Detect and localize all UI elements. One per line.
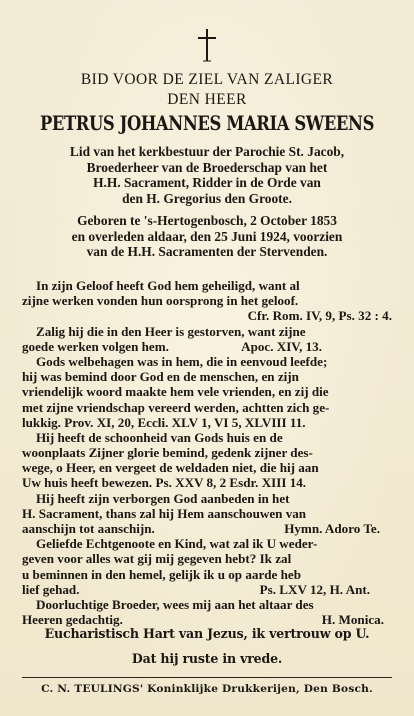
verse-line: lukkig. Prov. XI, 20, Eccli. XLV 1, VI 5, XLVIII 11. — [22, 414, 306, 430]
verse-line: wege, o Heer, en vergeet de weldaden niet, die hij aan — [22, 460, 319, 476]
divider — [22, 677, 392, 678]
verse-line: In zijn Geloof heeft God hem geheiligd, want al — [36, 278, 300, 293]
life-dates-block — [0, 213, 414, 260]
verse-line: H. Sacrament, thans zal hij Hem aanschouwen van — [22, 505, 307, 521]
verse-line-with-ref — [22, 521, 392, 536]
title-line: Broederheer van de Broederschap van het — [86, 159, 328, 175]
verse-text: lief gehad. — [22, 581, 80, 597]
verse-line: geven voor alles wat gij mij gegeven hebt? Ik zal — [22, 551, 292, 567]
heading-line-1: BID VOOR DE ZIEL VAN ZALIGER — [80, 71, 334, 88]
verse-line: Zalig hij die in den Heer is gestorven, want zijne — [36, 323, 306, 339]
verse-line: zijne werken vonden hun oorsprong in het geloof. — [22, 293, 299, 309]
verse-line: Geliefde Echtgenoote en Kind, wat zal ik U weder- — [36, 536, 318, 552]
verse-line: met zijne vriendschap vereerd werden, achtten zich ge- — [22, 399, 330, 415]
verses-block — [22, 278, 392, 627]
verse-reference: H. Monica. — [321, 612, 384, 628]
verse-line-with-ref — [22, 339, 392, 354]
life-line: van de H.H. Sacramenten der Stervenden. — [86, 244, 328, 260]
verse-line: Doorluchtige Broeder, wees mij aan het altaar des — [36, 596, 314, 612]
verse-reference: Apoc. XIV, 13. — [241, 338, 322, 354]
verse-reference: Cfr. Rom. IV, 9, Ps. 32 : 4. — [247, 308, 392, 324]
verse-line: hij was bemind door God en de menschen, en zijn — [22, 369, 299, 385]
heading-line-2: DEN HEER — [167, 91, 247, 108]
deceased-name: PETRUS JOHANNES MARIA SWEENS — [39, 111, 375, 135]
titles-block — [0, 144, 414, 206]
printer-credit: C. N. TEULINGS' Koninklijke Drukkerijen, Den Bosch. — [41, 683, 373, 695]
title-line: den H. Gregorius den Groote. — [122, 190, 292, 206]
verse-line-with-ref — [22, 582, 392, 597]
verse-line: Hij heeft zijn verborgen God aanbeden in het — [36, 490, 290, 506]
closing-invocation: Eucharistisch Hart van Jezus, ik vertrouw op U. — [44, 626, 370, 641]
verse-reference: Hymn. Adoro Te. — [284, 521, 380, 536]
cross-icon — [196, 28, 218, 62]
verse-text: goede werken volgen hem. — [22, 338, 169, 354]
title-line: H.H. Sacrament, Ridder in de Orde van — [93, 175, 321, 191]
closing-prayer: Dat hij ruste in vrede. — [131, 651, 283, 666]
life-line: en overleden aldaar, den 25 Juni 1924, voorzien — [71, 228, 343, 244]
verse-line: u beminnen in den hemel, gelijk ik u op aarde heb — [22, 566, 302, 582]
verse-line: Gods welbehagen was in hem, die in eenvoud leefde; — [36, 353, 328, 369]
verse-line: woonplaats Zijner glorie bemind, gedenk zijner des- — [22, 445, 313, 461]
title-line: Lid van het kerkbestuur der Parochie St. Jacob, — [69, 144, 345, 159]
verse-text: aanschijn tot aanschijn. — [22, 521, 155, 536]
verse-reference: Ps. LXV 12, H. Ant. — [259, 581, 370, 597]
verse-line: Uw huis heeft bewezen. Ps. XXV 8, 2 Esdr. XIII 14. — [22, 475, 307, 491]
verse-text: Heeren gedachtig. — [22, 612, 123, 628]
life-line: Geboren te 's-Hertogenbosch, 2 October 1853 — [77, 213, 337, 228]
verse-line: vriendelijk woord maakte hem vele vrienden, en zij die — [22, 384, 329, 400]
verse-line: Hij heeft de schoonheid van Gods huis en de — [36, 429, 283, 445]
